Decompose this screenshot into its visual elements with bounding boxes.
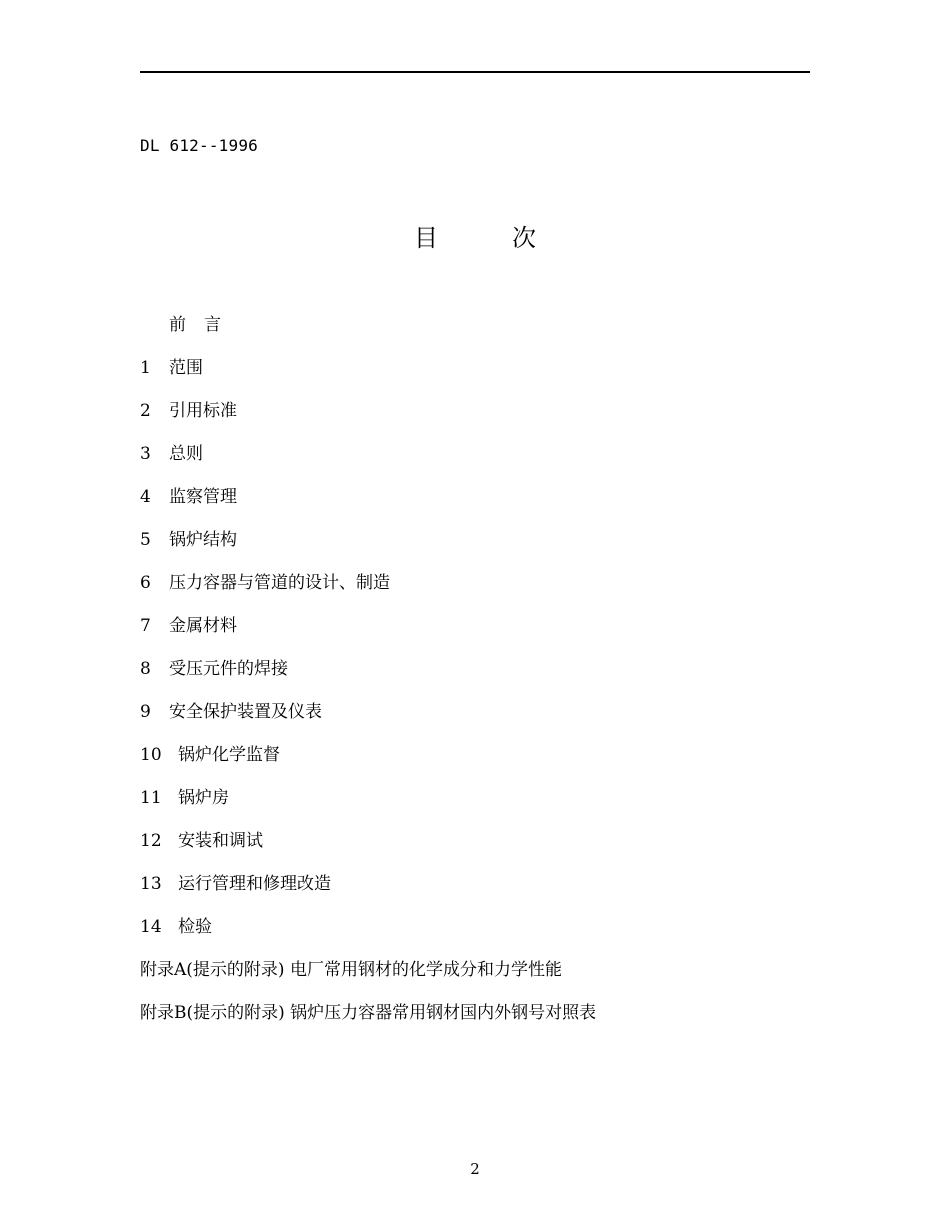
toc-item-2[interactable]: [140, 398, 596, 441]
toc-item-number: 3: [140, 444, 151, 464]
toc-item-label: 锅炉结构: [169, 530, 237, 550]
toc-appendix-label: 附录B(提示的附录) 锅炉压力容器常用钢材国内外钢号对照表: [140, 1003, 597, 1023]
toc-item-label: 锅炉房: [178, 788, 229, 808]
toc-item-label: 安全保护装置及仪表: [169, 702, 322, 722]
toc-item-number: 7: [140, 616, 151, 636]
preface-right: 言: [204, 315, 221, 335]
toc-item-7[interactable]: [140, 613, 596, 656]
toc-item-number: 9: [140, 702, 151, 722]
toc-item-label: 监察管理: [169, 487, 237, 507]
toc-item-label: 压力容器与管道的设计、制造: [169, 573, 390, 593]
toc-item-3[interactable]: [140, 441, 596, 484]
toc-item-preface[interactable]: [140, 312, 596, 355]
toc-item-number: 14: [140, 917, 162, 937]
toc-item-number: 11: [140, 788, 162, 808]
toc-item-13[interactable]: [140, 871, 596, 914]
toc-item-label: 范围: [169, 358, 203, 378]
toc-appendix-label: 附录A(提示的附录) 电厂常用钢材的化学成分和力学性能: [140, 960, 562, 980]
toc-item-11[interactable]: [140, 785, 596, 828]
toc-item-1[interactable]: [140, 355, 596, 398]
toc-appendix-a[interactable]: [140, 957, 596, 1000]
toc-appendix-b[interactable]: [140, 1000, 596, 1043]
toc-item-14[interactable]: [140, 914, 596, 957]
toc-item-label: 受压元件的焊接: [169, 659, 288, 679]
toc-item-10[interactable]: [140, 742, 596, 785]
preface-left: 前: [169, 315, 186, 335]
toc-item-number: 13: [140, 874, 162, 894]
toc-title-right: 次: [512, 224, 536, 252]
toc-item-5[interactable]: [140, 527, 596, 570]
toc-item-4[interactable]: [140, 484, 596, 527]
toc-item-label: 锅炉化学监督: [178, 745, 280, 765]
toc-item-label: 引用标准: [169, 401, 237, 421]
toc-item-8[interactable]: [140, 656, 596, 699]
toc-item-label: 运行管理和修理改造: [178, 874, 331, 894]
toc-item-label: 安装和调试: [178, 831, 263, 851]
toc-item-number: 1: [140, 358, 151, 378]
table-of-contents: [140, 312, 596, 1043]
toc-item-number: 10: [140, 745, 162, 765]
toc-item-12[interactable]: [140, 828, 596, 871]
toc-item-9[interactable]: [140, 699, 596, 742]
toc-item-label: 金属材料: [169, 616, 237, 636]
toc-item-number: 5: [140, 530, 151, 550]
toc-item-6[interactable]: [140, 570, 596, 613]
toc-item-number: 6: [140, 573, 151, 593]
toc-item-number: 2: [140, 401, 151, 421]
toc-title: [0, 218, 950, 253]
toc-item-number: 8: [140, 659, 151, 679]
toc-item-label: 总则: [169, 444, 203, 464]
toc-item-label: 检验: [178, 917, 212, 937]
document-code: DL 612--1996: [140, 136, 258, 155]
page-number: 2: [470, 1160, 480, 1178]
toc-title-left: 目: [414, 224, 438, 252]
toc-item-number: 4: [140, 487, 151, 507]
toc-item-number: 12: [140, 831, 162, 851]
header-rule: [140, 71, 810, 73]
